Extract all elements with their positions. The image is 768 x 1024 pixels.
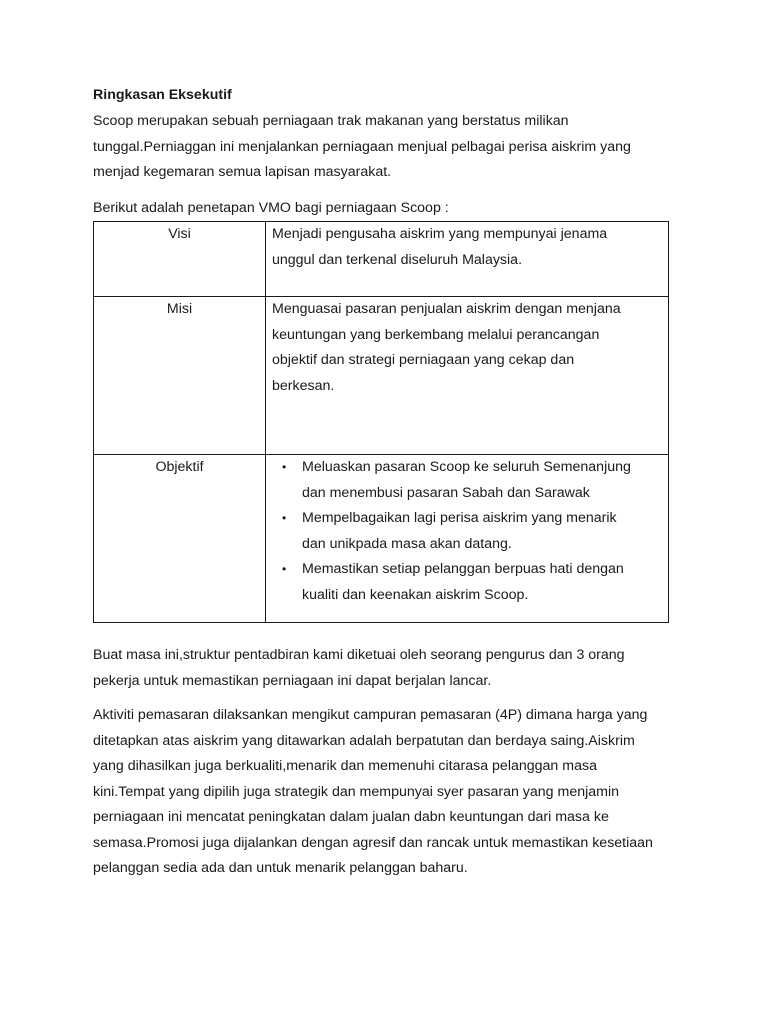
visi-line: Menjadi pengusaha aiskrim yang mempunyai jenama [272, 226, 608, 242]
struktur-line: Buat masa ini,struktur pentadbiran kami diketuai oleh seorang pengurus dan 3 orang [93, 647, 625, 663]
aktiviti-line: yang dihasilkan juga berkualiti,menarik dan memenuhi citarasa pelanggan masa [93, 758, 597, 774]
aktiviti-paragraph [93, 703, 713, 882]
objektif-line: kualiti dan keenakan aiskrim Scoop. [302, 586, 529, 603]
visi-line: unggul dan terkenal diseluruh Malaysia. [272, 251, 523, 268]
vmo-lead-text: Berikut adalah penetapan VMO bagi perniagaan Scoop : [93, 199, 449, 216]
misi-label: Misi [94, 297, 266, 455]
misi-line: berkesan. [272, 377, 335, 394]
table-row-visi [94, 222, 669, 297]
visi-content [266, 222, 669, 297]
intro-paragraph [93, 109, 713, 186]
aktiviti-line: semasa.Promosi juga dijalankan dengan agresif dan rancak untuk memastikan kesetiaan [93, 834, 653, 851]
aktiviti-line: kini.Tempat yang dipilih juga strategik dan mempunyai syer pasaran yang menjamin [93, 783, 620, 800]
misi-line: Menguasai pasaran penjualan aiskrim dengan menjana [272, 301, 621, 317]
intro-line: menjad kegemaran semua lapisan masyarakat. [93, 164, 392, 180]
bullet-icon: • [282, 562, 287, 576]
bullet-icon: • [282, 460, 287, 474]
misi-line: keuntungan yang berkembang melalui perancangan [272, 326, 600, 343]
bullet-icon: • [282, 511, 287, 525]
objektif-list [272, 455, 662, 608]
intro-line: tunggal.Perniaggan ini menjalankan perniagaan menjual pelbagai perisa aiskrim yang [93, 138, 631, 155]
aktiviti-line: pelanggan sedia ada dan untuk menarik pelanggan baharu. [93, 860, 468, 876]
objektif-content [266, 455, 669, 623]
visi-label: Visi [94, 222, 266, 297]
objektif-line: Memastikan setiap pelanggan berpuas hati dengan [302, 561, 624, 577]
struktur-paragraph [93, 643, 713, 694]
struktur-line: pekerja untuk memastikan perniagaan ini dapat berjalan lancar. [93, 672, 492, 689]
objektif-label: Objektif [94, 455, 266, 623]
objektif-line: dan menembusi pasaran Sabah dan Sarawak [302, 484, 590, 501]
table-row-objektif [94, 455, 669, 623]
misi-line: objektif dan strategi perniagaan yang cekap dan [272, 352, 575, 368]
list-item [272, 557, 662, 608]
objektif-line: Mempelbagaikan lagi perisa aiskrim yang menarik [302, 510, 617, 526]
intro-line: Scoop merupakan sebuah perniagaan trak makanan yang berstatus milikan [93, 113, 569, 129]
aktiviti-line: perniagaan ini mencatat peningkatan dalam jualan dabn keuntungan dari masa ke [93, 809, 609, 825]
table-row-misi [94, 297, 669, 455]
objektif-line: Meluaskan pasaran Scoop ke seluruh Semenanjung [302, 459, 631, 475]
document-page [93, 80, 713, 882]
vmo-table [93, 221, 669, 623]
aktiviti-line: Aktiviti pemasaran dilaksankan mengikut campuran pemasaran (4P) dimana harga yang [93, 707, 648, 723]
objektif-line: dan unikpada masa akan datang. [302, 535, 512, 552]
list-item [272, 506, 662, 557]
list-item [272, 455, 662, 506]
aktiviti-line: ditetapkan atas aiskrim yang ditawarkan adalah berpatutan dan berdaya saing.Aiskrim [93, 732, 635, 749]
misi-content [266, 297, 669, 455]
section-heading: Ringkasan Eksekutif [93, 87, 232, 103]
